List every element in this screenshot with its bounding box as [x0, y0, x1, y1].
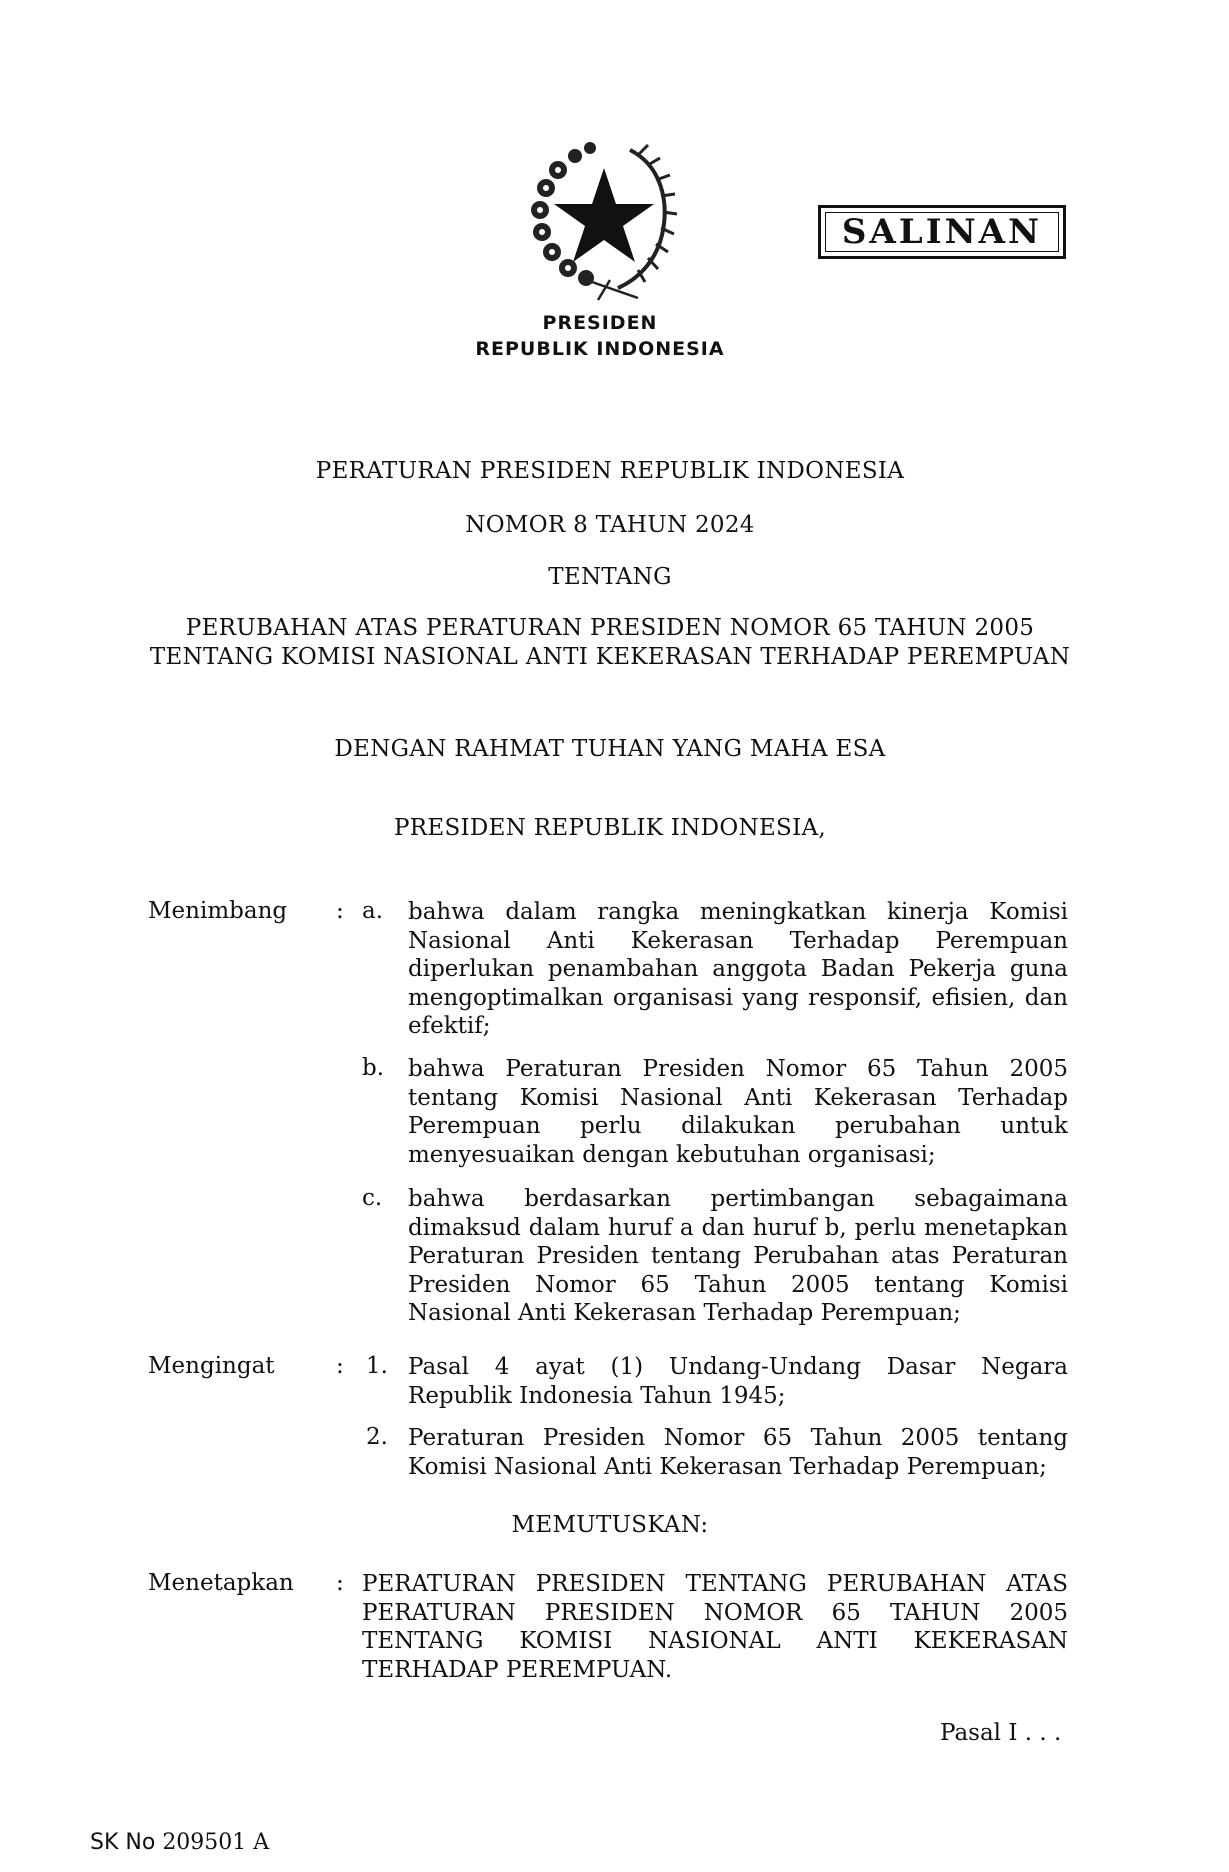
menimbang-marker-a: a. — [362, 898, 384, 924]
president-heading: PRESIDEN REPUBLIK INDONESIA, — [394, 815, 826, 841]
regulation-subject-line2: TENTANG KOMISI NASIONAL ANTI KEKERASAN TERHADAP PEREMPUAN — [149, 644, 1071, 670]
mengingat-marker-1: 1. — [366, 1353, 388, 1379]
invocation: DENGAN RAHMAT TUHAN YANG MAHA ESA — [334, 736, 886, 762]
sk-number-value: 209501 A — [162, 1830, 270, 1855]
menimbang-item-a: bahwa dalam rangka meningkatkan kinerja Komisi Nasional Anti Kekerasan Terhadap Perempuan diperlukan penambahan anggota Badan Pekerja guna mengoptimalkan organisasi yang responsif, efisien, dan efektif; — [408, 899, 1068, 1039]
memutuskan-heading: MEMUTUSKAN: — [511, 1512, 709, 1538]
mengingat-item-2: Peraturan Presiden Nomor 65 Tahun 2005 tentang Komisi Nasional Anti Kekerasan Terhadap Perempuan; — [408, 1425, 1068, 1480]
sk-number — [90, 1830, 269, 1855]
mengingat-marker-2: 2. — [366, 1424, 388, 1450]
next-page-indicator: Pasal I . . . — [940, 1720, 1062, 1746]
regulation-tentang: TENTANG — [548, 564, 672, 590]
sk-prefix: SK No — [90, 1830, 156, 1855]
menetapkan-label: Menetapkan — [148, 1570, 294, 1596]
menimbang-label: Menimbang — [148, 898, 288, 924]
mengingat-item-1: Pasal 4 ayat (1) Undang-Undang Dasar Negara Republik Indonesia Tahun 1945; — [408, 1354, 1068, 1409]
menimbang-item-c: bahwa berdasarkan pertimbangan sebagaimana dimaksud dalam huruf a dan huruf b, perlu menetapkan Peraturan Presiden tentang Perubahan atas Peraturan Presiden Nomor 65 Tahun 2005 tentang Komisi Nasional Anti Kekerasan Terhadap Perempuan; — [408, 1186, 1068, 1326]
menimbang-colon: : — [336, 898, 344, 924]
menetapkan-colon: : — [336, 1570, 344, 1596]
menimbang-item-b: bahwa Peraturan Presiden Nomor 65 Tahun 2005 tentang Komisi Nasional Anti Kekerasan Terhadap Perempuan perlu dilakukan perubahan untuk menyesuaikan dengan kebutuhan organisasi; — [408, 1056, 1068, 1168]
mengingat-colon: : — [336, 1353, 344, 1379]
menetapkan-text: PERATURAN PRESIDEN TENTANG PERUBAHAN ATAS PERATURAN PRESIDEN NOMOR 65 TAHUN 2005 TENTANG KOMISI NASIONAL ANTI KEKERASAN TERHADAP PEREMPUAN. — [362, 1571, 1068, 1683]
header-title-line1: PRESIDEN — [542, 312, 658, 334]
menimbang-marker-b: b. — [362, 1055, 385, 1081]
header-title-line2: REPUBLIK INDONESIA — [475, 338, 725, 360]
regulation-number: NOMOR 8 TAHUN 2024 — [465, 512, 755, 538]
regulation-subject-line1: PERUBAHAN ATAS PERATURAN PRESIDEN NOMOR 65 TAHUN 2005 — [185, 615, 1035, 641]
salinan-stamp — [818, 205, 1066, 259]
star-garuda-emblem-icon — [520, 130, 685, 305]
regulation-title: PERATURAN PRESIDEN REPUBLIK INDONESIA — [315, 458, 905, 484]
menimbang-marker-c: c. — [362, 1185, 383, 1211]
mengingat-label: Mengingat — [148, 1353, 275, 1379]
salinan-stamp-text: SALINAN — [841, 212, 1043, 252]
